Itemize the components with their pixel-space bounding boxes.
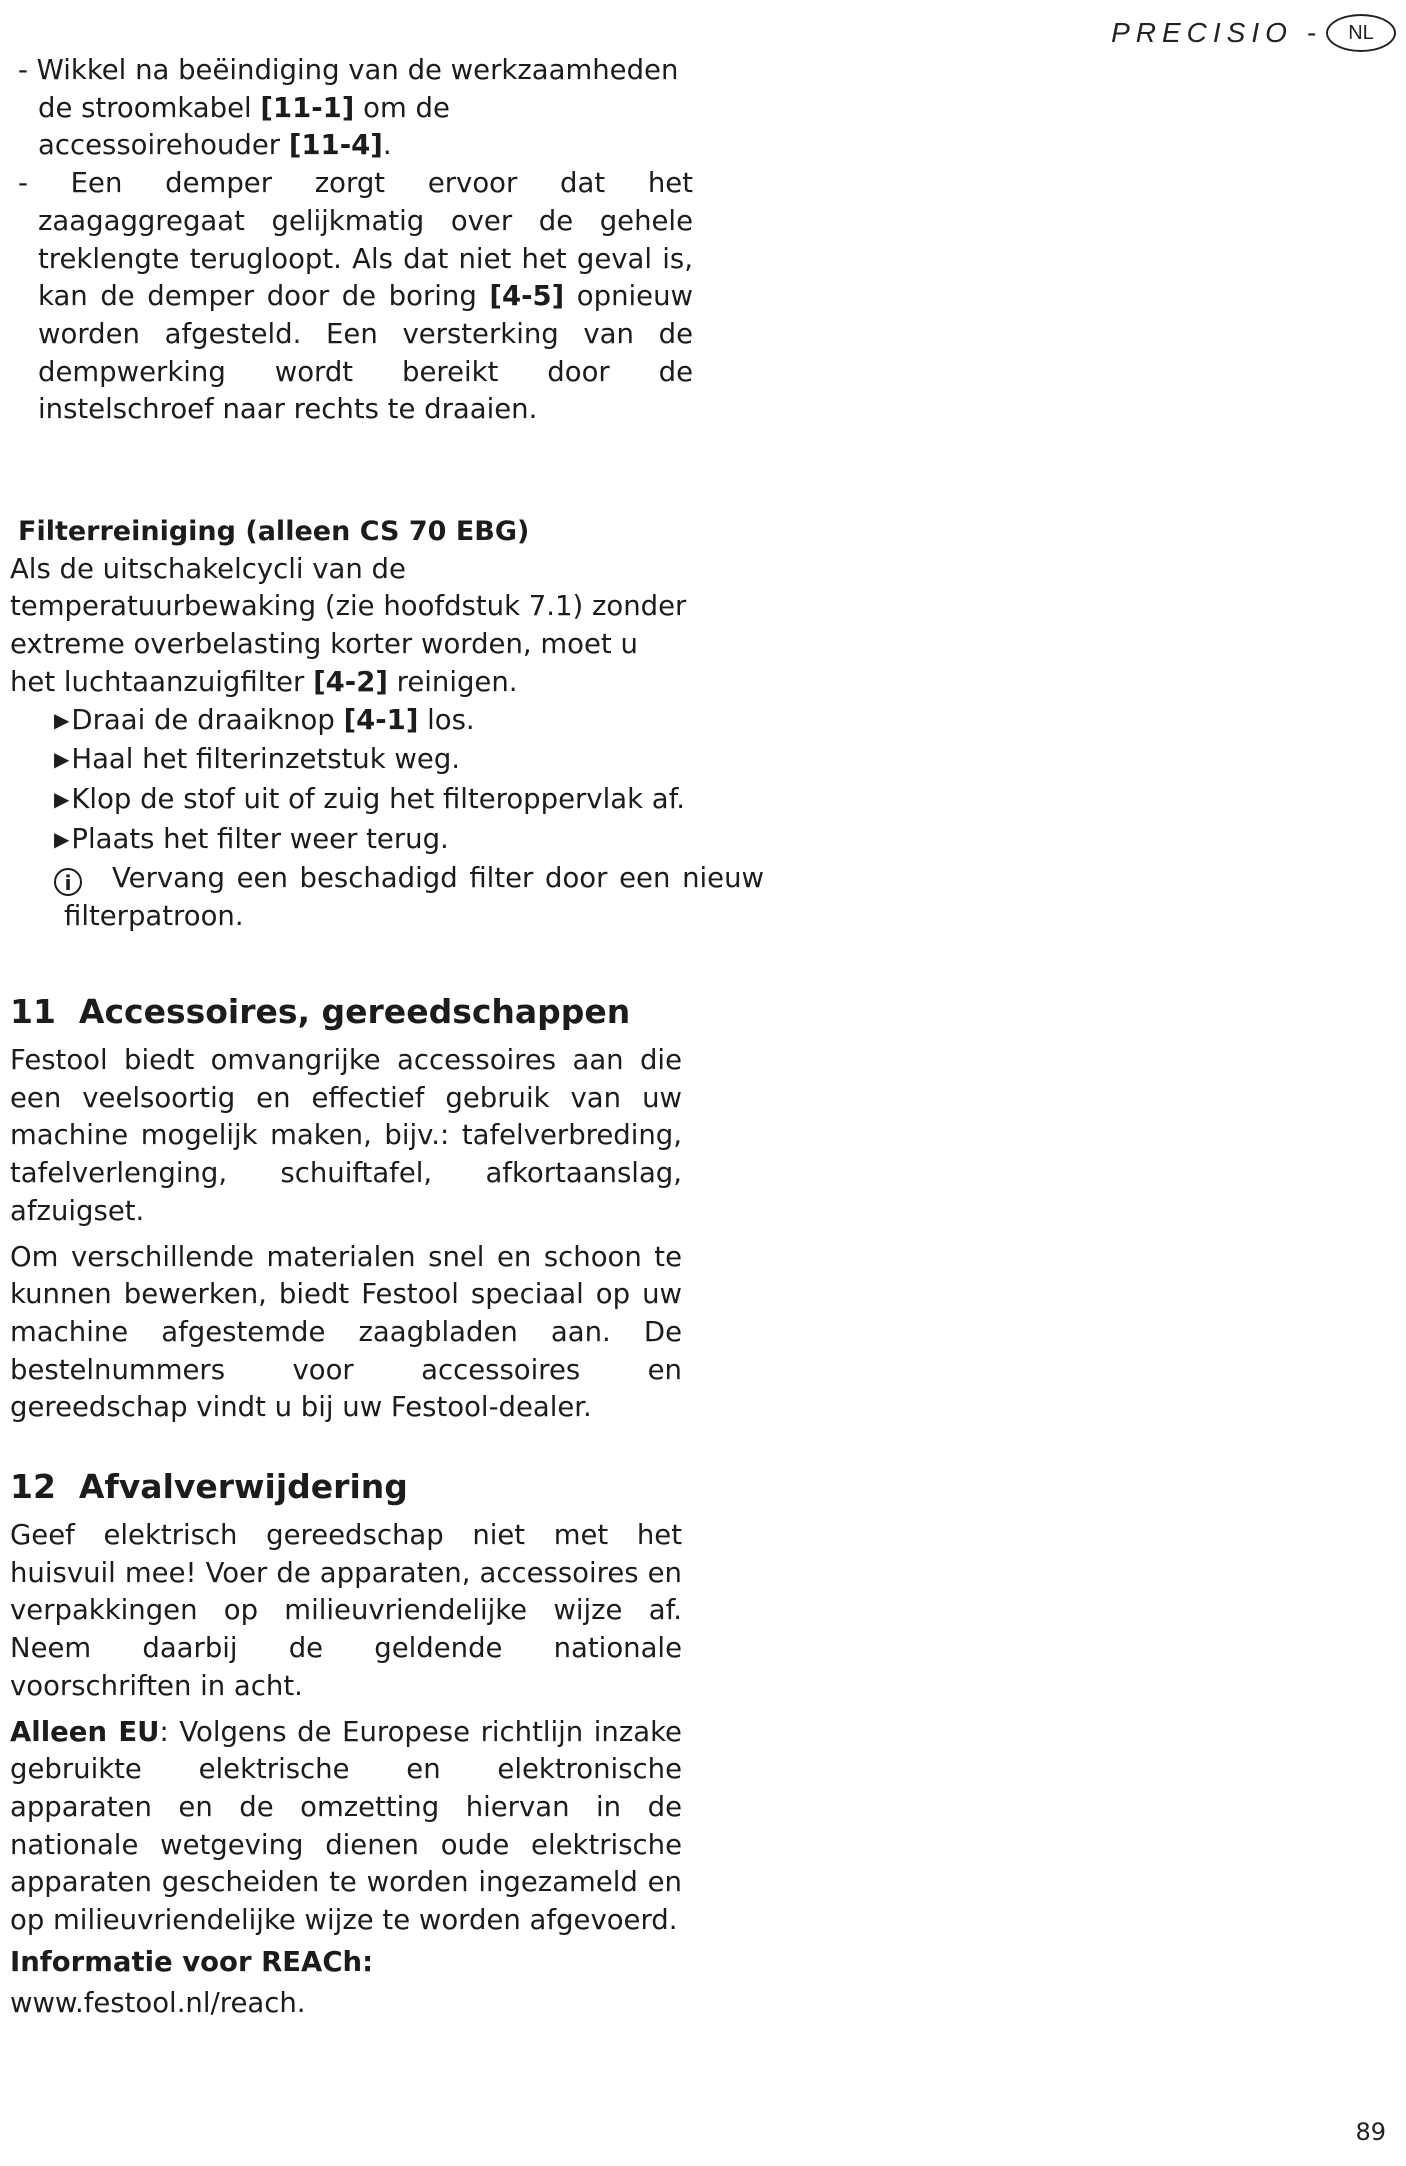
page-number: 89 [1355, 2118, 1386, 2146]
section-11-paragraph-2: Om verschillende materialen snel en schoon te kunnen bewerken, biedt Festool speciaal op uw machine afgestemde zaagbladen aan. De bestelnummers voor accessoires en gereedschap vindt u bij uw Festool-dealer. [10, 1240, 682, 1424]
list-item: ▶Plaats het filter weer terug. [54, 822, 449, 855]
list-item: ▶Draai de draaiknop [4-1] los. [54, 703, 475, 736]
info-note: i Vervang een beschadigd filter door een nieuw filterpatroon. [10, 860, 764, 935]
list-item: ▶Klop de stof uit of zuig het filteroppervlak af. [54, 782, 686, 815]
arrow-bullet-icon: ▶ [54, 786, 70, 811]
brand-name: PRECISIO - [1111, 17, 1322, 48]
arrow-bullet-icon: ▶ [54, 826, 70, 851]
intro-block [10, 52, 693, 429]
info-icon: i [54, 868, 82, 896]
section-12-paragraph-1: Geef elektrisch gereedschap niet met het huisvuil mee! Voer de apparaten, accessoires en verpakkingen op milieuvriendelijke wijze af. Neem daarbij de geldende nationale voorschriften in acht. [10, 1519, 682, 1702]
section-11-heading: 11 Accessoires, gereedschappen [10, 992, 631, 1031]
section-11-paragraph-1: Festool biedt omvangrijke accessoires aan die een veelsoortig en effectief gebruik van uw machine mogelijk maken, bijv.: tafelverbreding, tafelverlenging, schuiftafel, afkortaanslag, afzuigset. [10, 1044, 682, 1227]
filter-heading: Filterreiniging (alleen CS 70 EBG) [18, 516, 530, 547]
section-12-heading: 12 Afvalverwijdering [10, 1467, 408, 1506]
section-12-eu-paragraph: Alleen EU: Volgens de Europese richtlijn inzake gebruikte elektrische en elektronische apparaten en de omzetting hiervan in de nationale wetgeving dienen oude elektrische apparaten gescheiden te worden ingezameld en op milieuvriendelijke wijze te worden afgevoerd. [10, 1715, 682, 1937]
intro-item-damper: - Een demper zorgt ervoor dat het zaagaggregaat gelijkmatig over de gehele treklengte terugloopt. Als dat niet het geval is, kan de demper door de boring [4-5] opnieuw worden afgesteld. Een versterking van de dempwerking wordt bereikt door de instelschroef naar rechts te draaien. [18, 167, 693, 426]
arrow-bullet-icon: ▶ [54, 747, 70, 772]
arrow-bullet-icon: ▶ [54, 707, 70, 732]
section-accessories [10, 990, 690, 1427]
language-badge: NL [1326, 14, 1396, 52]
reach-link[interactable]: www.festool.nl/reach. [10, 1987, 306, 2020]
filter-section [10, 513, 764, 936]
brand-header [1111, 14, 1396, 52]
list-item: ▶Haal het filterinzetstuk weg. [54, 743, 461, 776]
filter-text: Als de uitschakelcycli van de temperatuurbewaking (zie hoofdstuk 7.1) zonder extreme overbelasting korter worden, moet u het luchtaanzuigfilter [4-2] reinigen. [10, 552, 687, 698]
intro-item-cable: - Wikkel na beëindiging van de werkzaamheden de stroomkabel [11-1] om de accessoirehouder [11-4]. [18, 54, 679, 162]
section-disposal [10, 1465, 690, 2023]
reach-label: Informatie voor REACh: [10, 1945, 374, 1978]
filter-steps [10, 702, 700, 861]
